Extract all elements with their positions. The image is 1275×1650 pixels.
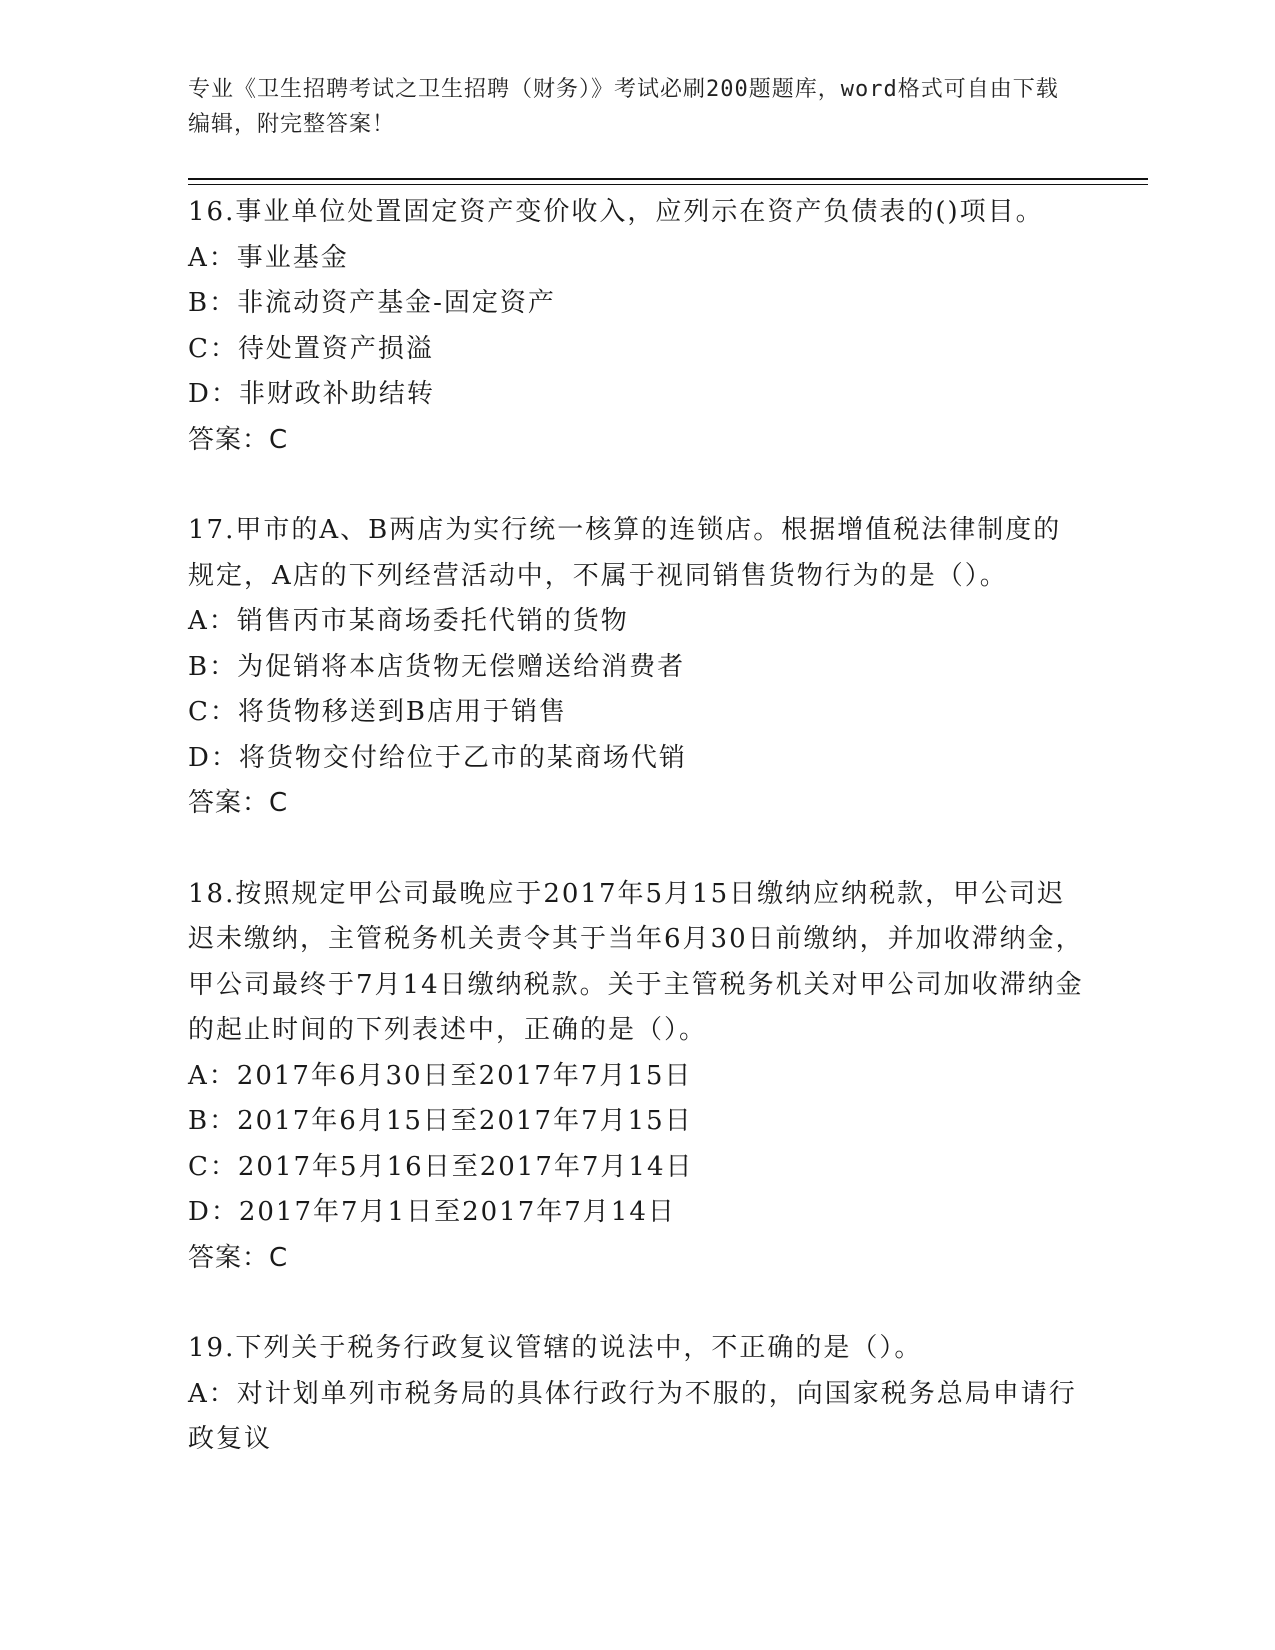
option-a: A：销售丙市某商场委托代销的货物	[188, 606, 629, 636]
question-17	[188, 508, 1088, 827]
header-divider-thin	[188, 184, 1148, 185]
option-c: C：将货物移送到B店用于销售	[188, 697, 568, 727]
question-stem: 16.事业单位处置固定资产变价收入，应列示在资产负债表的()项目。	[188, 197, 1044, 227]
option-a: A：事业基金	[188, 242, 349, 273]
question-16	[188, 190, 1088, 463]
question-19	[188, 1326, 1088, 1463]
question-list	[188, 190, 1088, 1463]
answer-line: 答案：C	[188, 424, 289, 455]
option-d: D：2017年7月1日至2017年7月14日	[188, 1197, 676, 1227]
question-stem: 19.下列关于税务行政复议管辖的说法中，不正确的是（）。	[188, 1333, 923, 1363]
header-divider-thick	[188, 178, 1148, 180]
question-stem: 18.按照规定甲公司最晚应于2017年5月15日缴纳应纳税款，甲公司迟迟未缴纳，主管税务机关责令其于当年6月30日前缴纳，并加收滞纳金，甲公司最终于7月14日缴纳税款。关于主管税务机关对甲公司加收滞纳金的起止时间的下列表述中，正确的是（）。	[188, 878, 1084, 1045]
option-c: C：待处置资产损溢	[188, 333, 434, 364]
option-b: B：为促销将本店货物无偿赠送给消费者	[188, 651, 686, 682]
answer-line: 答案：C	[188, 788, 289, 818]
answer-line: 答案：C	[188, 1242, 289, 1273]
question-18	[188, 872, 1088, 1282]
option-a: A：对计划单列市税务局的具体行政行为不服的，向国家税务总局申请行政复议	[188, 1378, 1077, 1454]
option-c: C：2017年5月16日至2017年7月14日	[188, 1151, 694, 1182]
question-stem: 17.甲市的A、B两店为实行统一核算的连锁店。根据增值税法律制度的规定，A店的下列经营活动中，不属于视同销售货物行为的是（）。	[188, 515, 1062, 591]
option-d: D：将货物交付给位于乙市的某商场代销	[188, 742, 687, 773]
option-b: B：非流动资产基金-固定资产	[188, 288, 556, 318]
document-header: 专业《卫生招聘考试之卫生招聘（财务）》考试必刷200题题库，word格式可自由下载编辑，附完整答案！	[188, 77, 1059, 137]
option-b: B：2017年6月15日至2017年7月15日	[188, 1106, 693, 1136]
option-a: A：2017年6月30日至2017年7月15日	[188, 1060, 693, 1091]
option-d: D：非财政补助结转	[188, 379, 435, 409]
